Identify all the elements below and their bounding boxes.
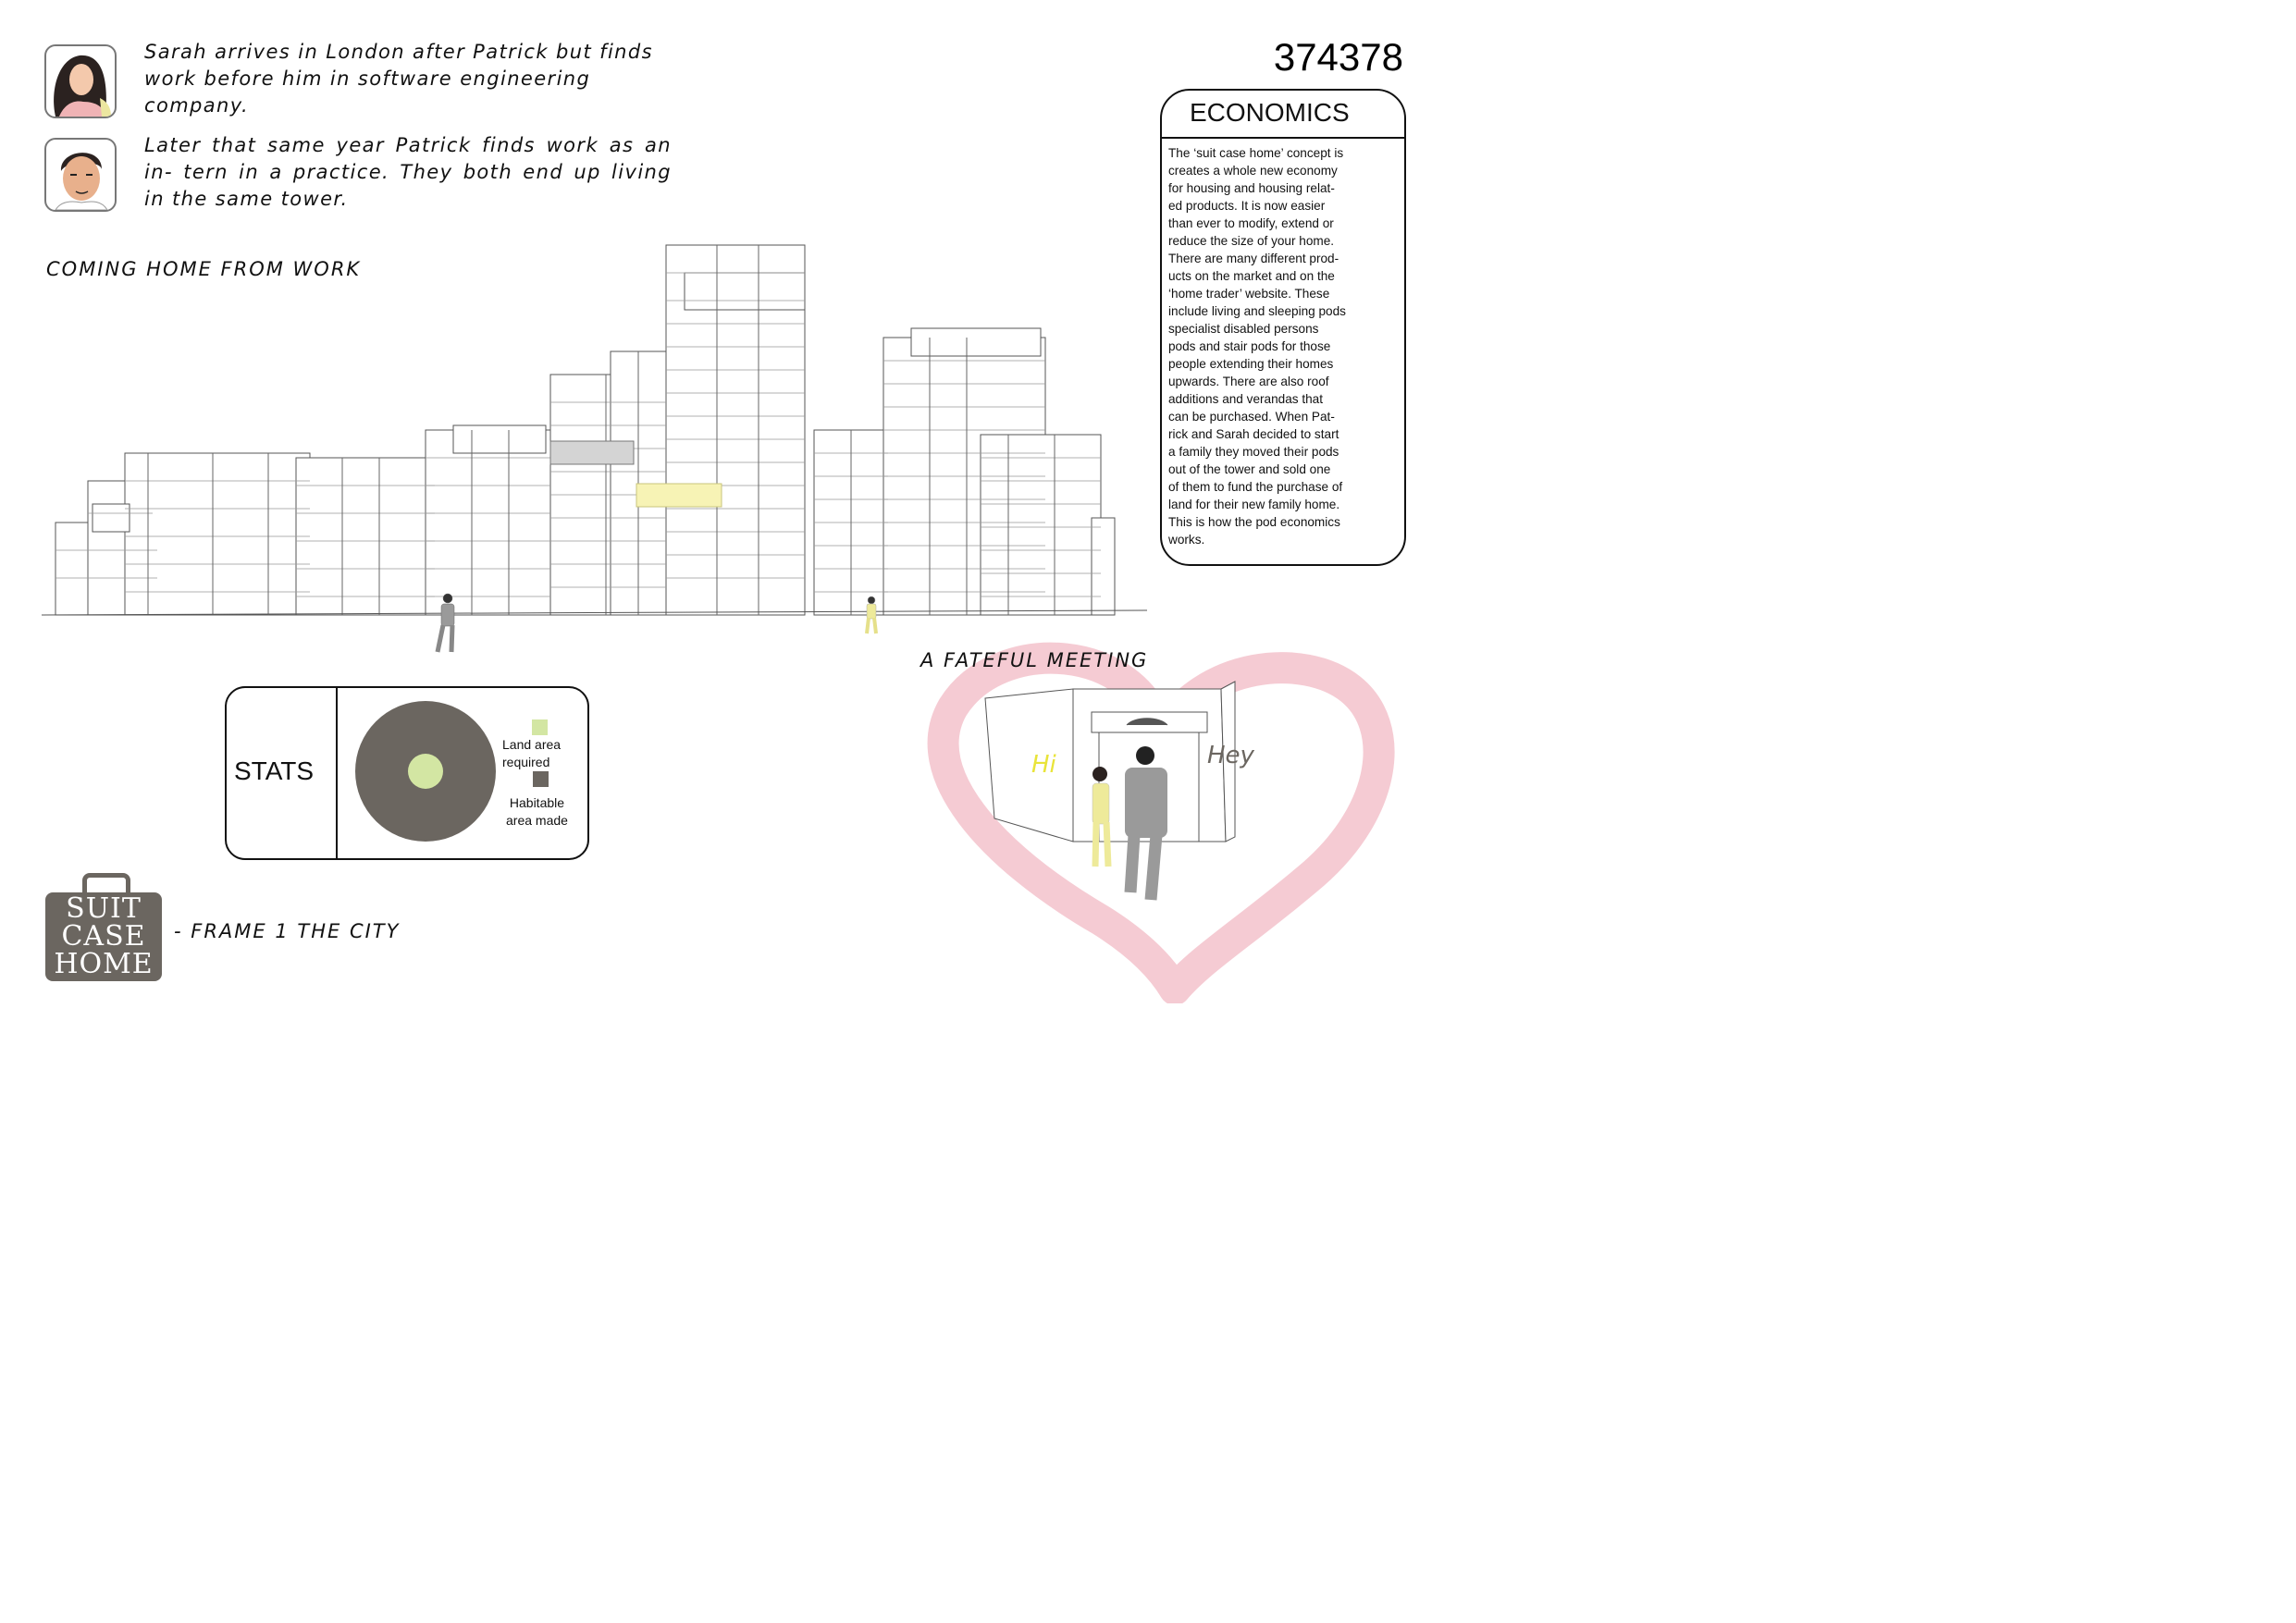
land-legend-label: Land area required [502, 737, 562, 769]
sarah-story-text: Sarah arrives in London after Patrick but finds work before him in software engineering company. [144, 41, 653, 117]
economics-panel [1160, 89, 1406, 566]
habitable-legend-label: Habitable area made [506, 795, 568, 828]
frame-caption: - FRAME 1 THE CITY [174, 920, 401, 942]
suit-case-home-logo [45, 892, 162, 981]
logo-line-1: SUIT [66, 892, 142, 925]
hi-greeting: Hi [1031, 751, 1056, 779]
logo-line-3: HOME [54, 948, 154, 980]
meeting-title: A FATEFUL MEETING [920, 649, 1149, 671]
economics-body: The ‘suit case home’ concept is creates a whole new economy for housing and housing relat- ed products. It is now easier than ever to modify, extend or reduce the size of your home. There are many different prod- ucts on the market and on the ‘home trader’ website. These include living and sleeping pods specialist disabled persons pods and stair pods for those people extending their homes upwards. There are also roof additions and verandas that can be purchased. When Pat- rick and Sarah decided to start a family they moved their pods out of the tower and sold one of them to fund the purchase of land for their new family home. This is how the pod economics works. [1168, 146, 1346, 547]
logo-line-2: CASE [61, 920, 146, 953]
grey-pod [550, 441, 634, 464]
patrick-portrait [44, 138, 117, 212]
scene-title: COMING HOME FROM WORK [46, 258, 362, 280]
yellow-pod [636, 484, 722, 507]
hey-greeting: Hey [1207, 742, 1254, 769]
habitable-legend-swatch [533, 771, 549, 787]
land-legend-swatch [532, 719, 548, 735]
sarah-walking [867, 596, 876, 633]
economics-divider [1162, 137, 1404, 139]
fateful-meeting-illustration [925, 624, 1397, 1003]
patrick-story-text: Later that same year Patrick finds work as an in- tern in a practice. They both end up living in the same tower. [144, 134, 672, 210]
stats-panel [225, 686, 589, 860]
tower-city-illustration [37, 236, 1156, 661]
stats-area-chart [352, 699, 500, 845]
project-number: 374378 [1273, 35, 1403, 79]
economics-title: ECONOMICS [1190, 98, 1350, 127]
sarah-portrait [44, 44, 117, 118]
land-area-circle [408, 754, 443, 789]
patrick-figure [1125, 746, 1167, 900]
stats-label: STATS [234, 756, 315, 785]
stats-divider [336, 688, 338, 858]
